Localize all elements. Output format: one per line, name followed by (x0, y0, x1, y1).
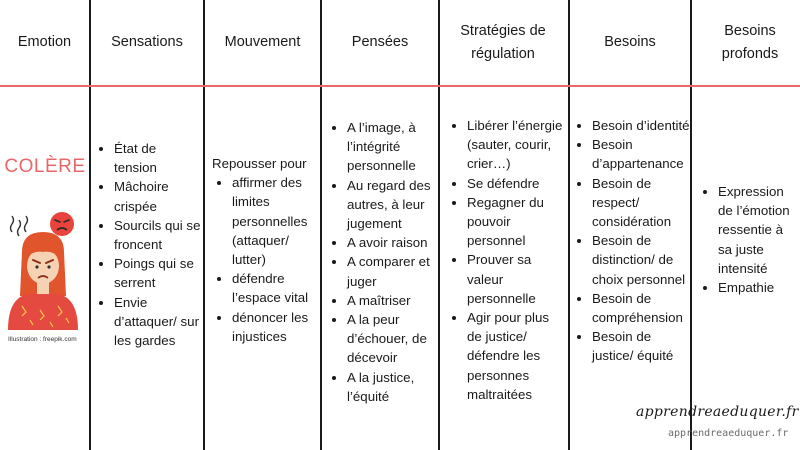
besoins-profonds-cell (698, 182, 796, 297)
list-item: • Au regard des autres, à leur jugement (347, 176, 439, 234)
list-item: • A la peur d’échouer, de décevoir (347, 310, 439, 368)
list-item: • Prouver sa valeur personnelle (467, 250, 565, 308)
steam-icon (18, 220, 21, 236)
strategies-cell (447, 116, 565, 404)
besoins-cell (572, 116, 690, 366)
list-item: • Besoin de justice/ équité (592, 327, 690, 365)
list-item: • A maîtriser (347, 291, 439, 310)
list-item: • Empathie (718, 278, 796, 297)
strategies-list (447, 116, 565, 404)
besoins-list (572, 116, 690, 366)
list-item: • dénoncer les injustices (232, 308, 320, 346)
header-pensees: Pensées (351, 34, 409, 51)
column-divider (690, 0, 692, 450)
header-mouvement: Mouvement (224, 34, 301, 51)
list-item: • A comparer et juger (347, 252, 439, 290)
header-sensations: Sensations (111, 34, 183, 51)
list-item: • A avoir raison (347, 233, 439, 252)
angry-girl-illustration (2, 210, 88, 332)
list-item: • Envie d’attaquer/ sur les gardes (114, 293, 202, 351)
sensations-list (94, 139, 202, 350)
mouvement-cell (212, 154, 320, 346)
list-item: • Besoin de compréhension (592, 289, 690, 327)
list-item: • État de tension (114, 139, 202, 177)
list-item: • affirmer des limites personnelles (attaquer/ lutter) (232, 173, 320, 269)
illustration-credit: Illustration : freepik.com (8, 336, 77, 343)
header-besoins-profonds: Besoins profonds (721, 23, 779, 62)
steam-icon (25, 216, 28, 232)
list-item: • Mâchoire crispée (114, 177, 202, 215)
list-item: • Libérer l’énergie (sauter, courir, crier…) (467, 116, 565, 174)
angry-face-icon (50, 212, 74, 236)
header-besoins: Besoins (604, 34, 656, 51)
list-item: • Besoin de distinction/ de choix personnel (592, 231, 690, 289)
list-item: • Expression de l’émotion ressentie à sa juste intensité (718, 182, 796, 278)
list-item: • Besoin d’appartenance (592, 135, 690, 173)
brand-url: apprendreaeduquer.fr (668, 428, 789, 439)
sensations-cell (94, 139, 202, 350)
header-emotion: Emotion (17, 34, 72, 51)
list-item: • A la justice, l’équité (347, 368, 439, 406)
mouvement-intro: Repousser pour (212, 156, 307, 171)
emotion-name: COLÈRE (4, 156, 86, 177)
list-item: • Se défendre (467, 174, 565, 193)
list-item: • défendre l’espace vital (232, 269, 320, 307)
header-strategies: Stratégies de régulation (460, 23, 546, 62)
list-item: • Besoin d’identité (592, 116, 690, 135)
mouvement-list (212, 173, 320, 346)
list-item: • A l’image, à l’intégrité personnelle (347, 118, 439, 176)
list-item: • Regagner du pouvoir personnel (467, 193, 565, 251)
list-item: • Besoin de respect/ considération (592, 174, 690, 232)
header-divider (0, 85, 800, 87)
list-item: • Sourcils qui se froncent (114, 216, 202, 254)
pensees-list (327, 118, 439, 406)
brand-watermark: apprendreaeduquer.fr (636, 404, 799, 420)
list-item: • Agir pour plus de justice/ défendre les personnes maltraitées (467, 308, 565, 404)
besoins-profonds-list (698, 182, 796, 297)
list-item: • Poings qui se serrent (114, 254, 202, 292)
steam-icon (11, 216, 14, 232)
pensees-cell (327, 118, 439, 406)
